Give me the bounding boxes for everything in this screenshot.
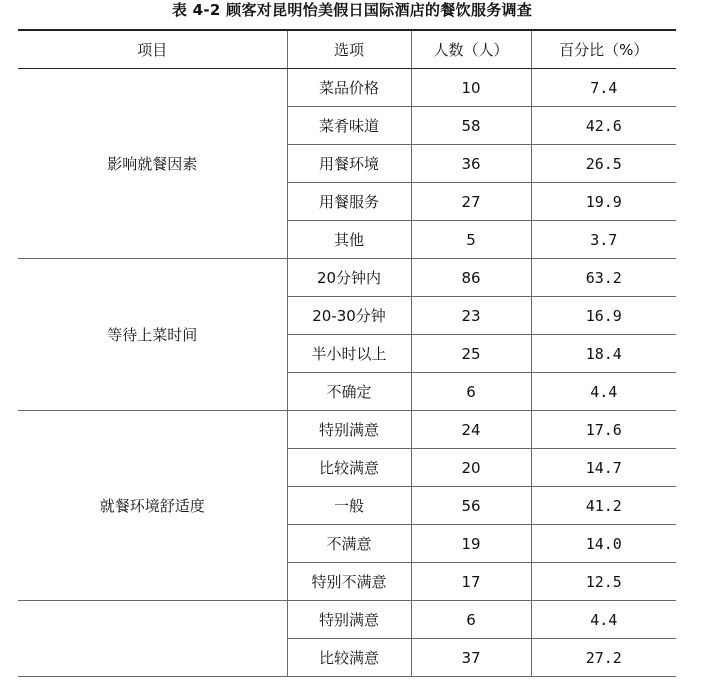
header-option: 选项 — [287, 30, 411, 69]
count-cell: 58 — [411, 107, 531, 145]
percent-cell: 4.4 — [531, 601, 676, 639]
option-cell: 比较满意 — [287, 639, 411, 677]
count-cell: 86 — [411, 259, 531, 297]
group-item-cell: 影响就餐因素 — [18, 69, 287, 259]
option-cell: 菜品价格 — [287, 69, 411, 107]
option-cell: 20-30分钟 — [287, 297, 411, 335]
percent-cell: 41.2 — [531, 487, 676, 525]
table-row — [18, 69, 676, 107]
percent-cell: 14.0 — [531, 525, 676, 563]
percent-cell: 4.4 — [531, 373, 676, 411]
option-cell: 特别满意 — [287, 411, 411, 449]
option-cell: 不确定 — [287, 373, 411, 411]
table-row — [18, 259, 676, 297]
table-caption: 表 4-2 顾客对昆明怡美假日国际酒店的餐饮服务调查 — [171, 1, 533, 19]
option-cell: 不满意 — [287, 525, 411, 563]
percent-cell: 16.9 — [531, 297, 676, 335]
percent-cell: 17.6 — [531, 411, 676, 449]
count-cell: 19 — [411, 525, 531, 563]
count-cell: 27 — [411, 183, 531, 221]
header-count: 人数（人） — [411, 30, 531, 69]
percent-cell: 7.4 — [531, 69, 676, 107]
count-cell: 10 — [411, 69, 531, 107]
percent-cell: 18.4 — [531, 335, 676, 373]
percent-cell: 3.7 — [531, 221, 676, 259]
count-cell: 25 — [411, 335, 531, 373]
percent-cell: 19.9 — [531, 183, 676, 221]
header-percent: 百分比（%） — [531, 30, 676, 69]
count-cell: 6 — [411, 601, 531, 639]
count-cell: 24 — [411, 411, 531, 449]
count-cell: 23 — [411, 297, 531, 335]
count-cell: 37 — [411, 639, 531, 677]
percent-cell: 26.5 — [531, 145, 676, 183]
group-item-cell: 就餐环境舒适度 — [18, 411, 287, 601]
header-row — [18, 30, 676, 69]
group-item-cell: 等待上菜时间 — [18, 259, 287, 411]
option-cell: 半小时以上 — [287, 335, 411, 373]
table-row — [18, 601, 676, 639]
option-cell: 20分钟内 — [287, 259, 411, 297]
header-item: 项目 — [18, 30, 287, 69]
percent-cell: 12.5 — [531, 563, 676, 601]
count-cell: 36 — [411, 145, 531, 183]
option-cell: 一般 — [287, 487, 411, 525]
count-cell: 20 — [411, 449, 531, 487]
count-cell: 5 — [411, 221, 531, 259]
count-cell: 56 — [411, 487, 531, 525]
table-row — [18, 411, 676, 449]
percent-cell: 63.2 — [531, 259, 676, 297]
percent-cell: 27.2 — [531, 639, 676, 677]
percent-cell: 14.7 — [531, 449, 676, 487]
count-cell: 6 — [411, 373, 531, 411]
option-cell: 特别不满意 — [287, 563, 411, 601]
option-cell: 特别满意 — [287, 601, 411, 639]
option-cell: 其他 — [287, 221, 411, 259]
option-cell: 用餐环境 — [287, 145, 411, 183]
count-cell: 17 — [411, 563, 531, 601]
percent-cell: 42.6 — [531, 107, 676, 145]
option-cell: 菜肴味道 — [287, 107, 411, 145]
group-item-cell — [18, 601, 287, 677]
option-cell: 用餐服务 — [287, 183, 411, 221]
option-cell: 比较满意 — [287, 449, 411, 487]
survey-table — [18, 29, 676, 677]
